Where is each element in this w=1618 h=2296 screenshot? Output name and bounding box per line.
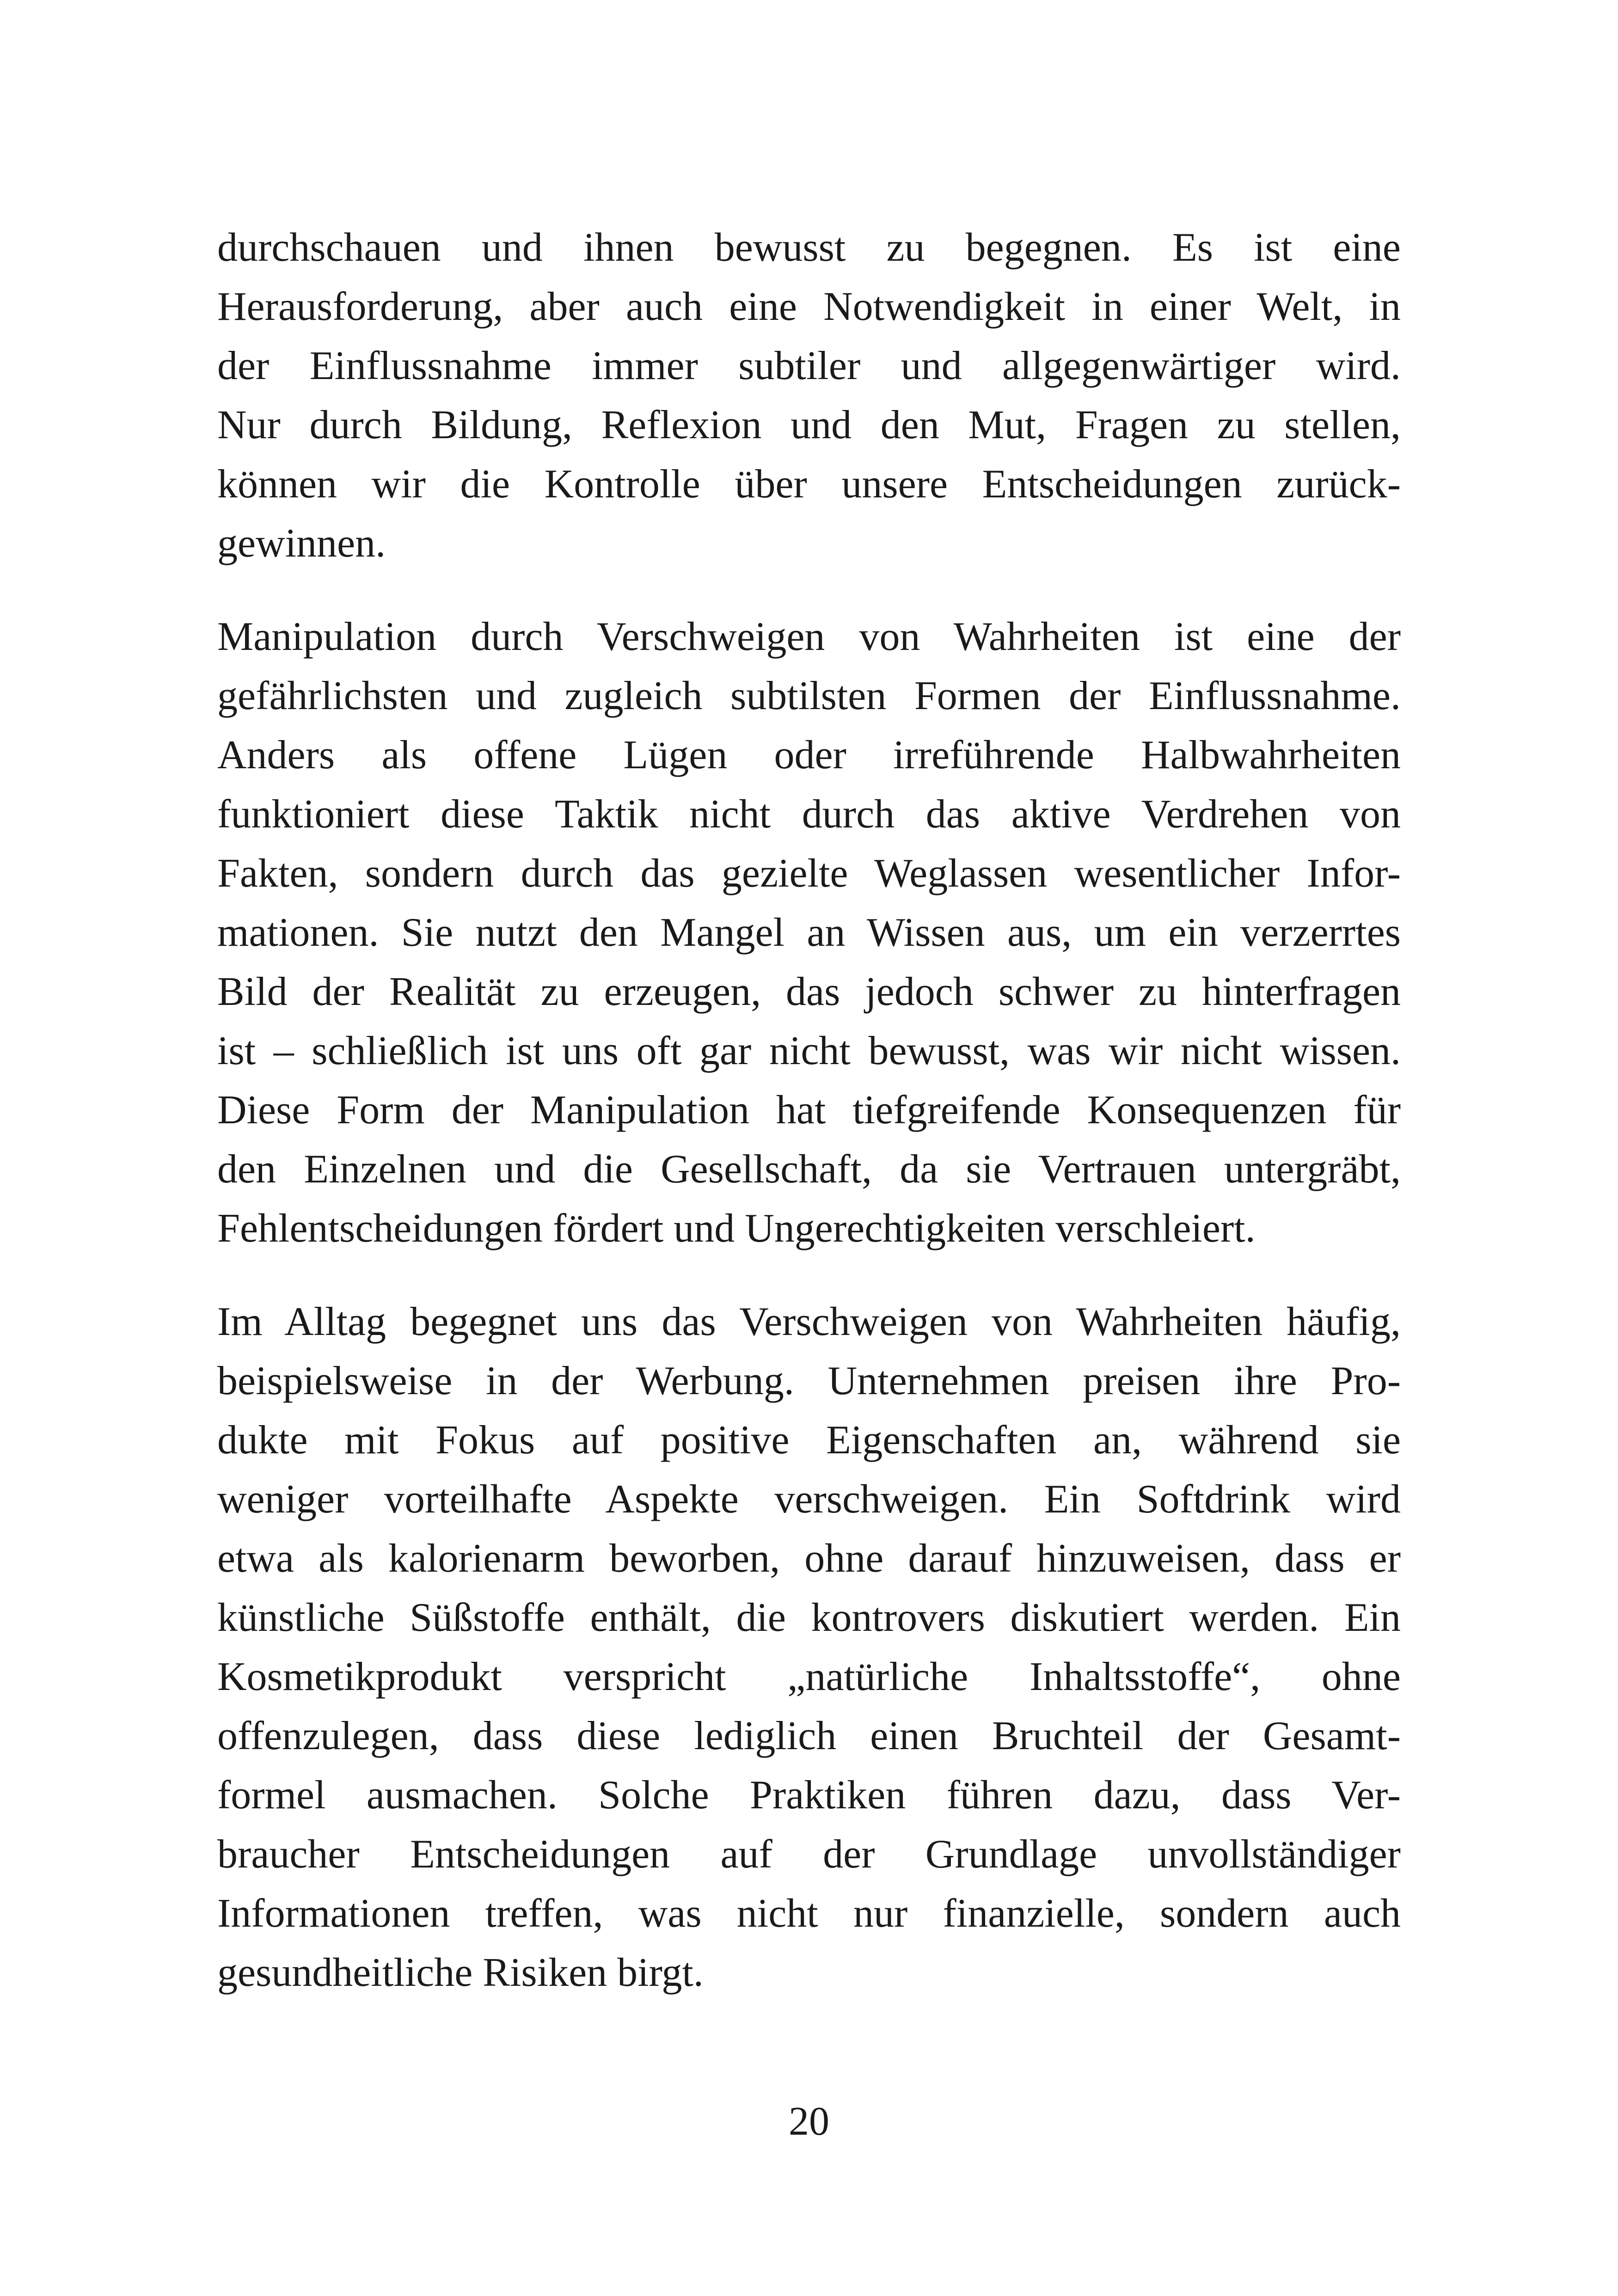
text-line: funktioniert diese Taktik nicht durch das aktive Verdrehen von <box>217 792 1401 837</box>
text-line: Herausforderung, aber auch eine Notwendigkeit in einer Welt, in <box>217 284 1401 329</box>
text-line: ist – schließlich ist uns oft gar nicht bewusst, was wir nicht wissen. <box>217 1029 1401 1073</box>
text-line: etwa als kalorienarm beworben, ohne darauf hinzuweisen, dass er <box>217 1536 1401 1581</box>
text-line: beispielsweise in der Werbung. Unternehmen preisen ihre Pro- <box>217 1359 1401 1403</box>
paragraph-3 <box>217 1292 1401 2002</box>
text-line: künstliche Süßstoffe enthält, die kontrovers diskutiert werden. Ein <box>217 1595 1401 1640</box>
text-line: formel ausmachen. Solche Praktiken führen dazu, dass Ver- <box>217 1773 1401 1818</box>
text-line: gefährlichsten und zugleich subtilsten Formen der Einflussnahme. <box>217 673 1401 718</box>
text-line: braucher Entscheidungen auf der Grundlage unvollständiger <box>217 1832 1401 1877</box>
text-line: Kosmetikprodukt verspricht „natürliche Inhaltsstoffe“, ohne <box>217 1654 1401 1699</box>
text-line: Diese Form der Manipulation hat tiefgreifende Konsequenzen für <box>217 1088 1401 1133</box>
text-line: Anders als offene Lügen oder irreführende Halbwahrheiten <box>217 733 1401 778</box>
text-line: Manipulation durch Verschweigen von Wahrheiten ist eine der <box>217 614 1401 659</box>
text-line: Nur durch Bildung, Reflexion und den Mut, Fragen zu stellen, <box>217 403 1401 447</box>
paragraph-1 <box>217 218 1401 573</box>
text-line: weniger vorteilhafte Aspekte verschweigen. Ein Softdrink wird <box>217 1477 1401 1522</box>
text-line: Informationen treffen, was nicht nur finanzielle, sondern auch <box>217 1891 1401 1936</box>
text-line: Fehlentscheidungen fördert und Ungerechtigkeiten verschleiert. <box>217 1206 1256 1251</box>
text-line: Im Alltag begegnet uns das Verschweigen von Wahrheiten häufig, <box>217 1299 1401 1344</box>
text-line: Fakten, sondern durch das gezielte Weglassen wesentlicher Infor- <box>217 851 1401 896</box>
text-line: mationen. Sie nutzt den Mangel an Wissen aus, um ein verzerrtes <box>217 910 1401 955</box>
body-text <box>217 218 1401 2037</box>
text-line: durchschauen und ihnen bewusst zu begegnen. Es ist eine <box>217 225 1401 270</box>
text-line: den Einzelnen und die Gesellschaft, da sie Vertrauen untergräbt, <box>217 1147 1401 1192</box>
page-number: 20 <box>789 2099 829 2144</box>
text-line: gewinnen. <box>217 521 386 566</box>
text-line: der Einflussnahme immer subtiler und allgegenwärtiger wird. <box>217 343 1401 388</box>
paragraph-2 <box>217 607 1401 1258</box>
text-line: können wir die Kontrolle über unsere Entscheidungen zurück- <box>217 462 1401 507</box>
text-line: Bild der Realität zu erzeugen, das jedoch schwer zu hinterfragen <box>217 969 1401 1014</box>
text-line: dukte mit Fokus auf positive Eigenschaften an, während sie <box>217 1418 1401 1463</box>
text-line: offenzulegen, dass diese lediglich einen Bruchteil der Gesamt- <box>217 1714 1401 1758</box>
text-line: gesundheitliche Risiken birgt. <box>217 1950 704 1995</box>
